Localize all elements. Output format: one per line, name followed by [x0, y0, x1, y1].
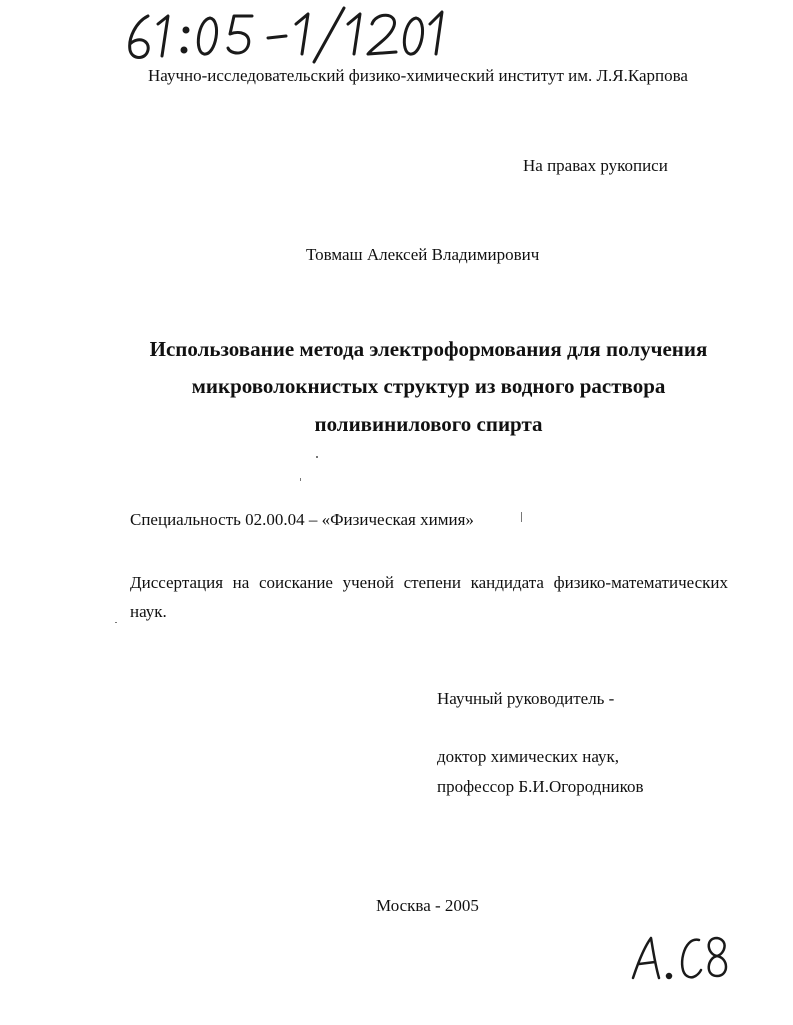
dissertation-statement: Диссертация на соискание ученой степени кандидата физико-математических наук. [130, 573, 728, 621]
scan-speck [521, 512, 522, 522]
institute-name: Научно-исследовательский физико-химический институт им. Л.Я.Карпова [148, 66, 688, 85]
city-year: Москва - 2005 [376, 896, 479, 915]
scan-speck [316, 456, 318, 458]
supervisor-label: Научный руководитель - [437, 689, 615, 708]
author-name: Товмаш Алексей Владимирович [306, 245, 540, 264]
manuscript-note: На правах рукописи [523, 156, 668, 175]
scan-speck [115, 622, 117, 623]
scan-speck [300, 478, 301, 481]
thesis-title-line-2: микроволокнистых структур из водного раствора [191, 374, 666, 398]
specialty-line: Специальность 02.00.04 – «Физическая химия» [130, 510, 474, 529]
supervisor-name: профессор Б.И.Огородников [437, 777, 644, 796]
thesis-title-line-1: Использование метода электроформования для получения [149, 337, 708, 361]
handwritten-catalogue-number [118, 4, 448, 66]
handwritten-initials [625, 930, 735, 985]
thesis-title-line-3: поливинилового спирта [314, 412, 543, 436]
supervisor-degree: доктор химических наук, [437, 747, 620, 766]
